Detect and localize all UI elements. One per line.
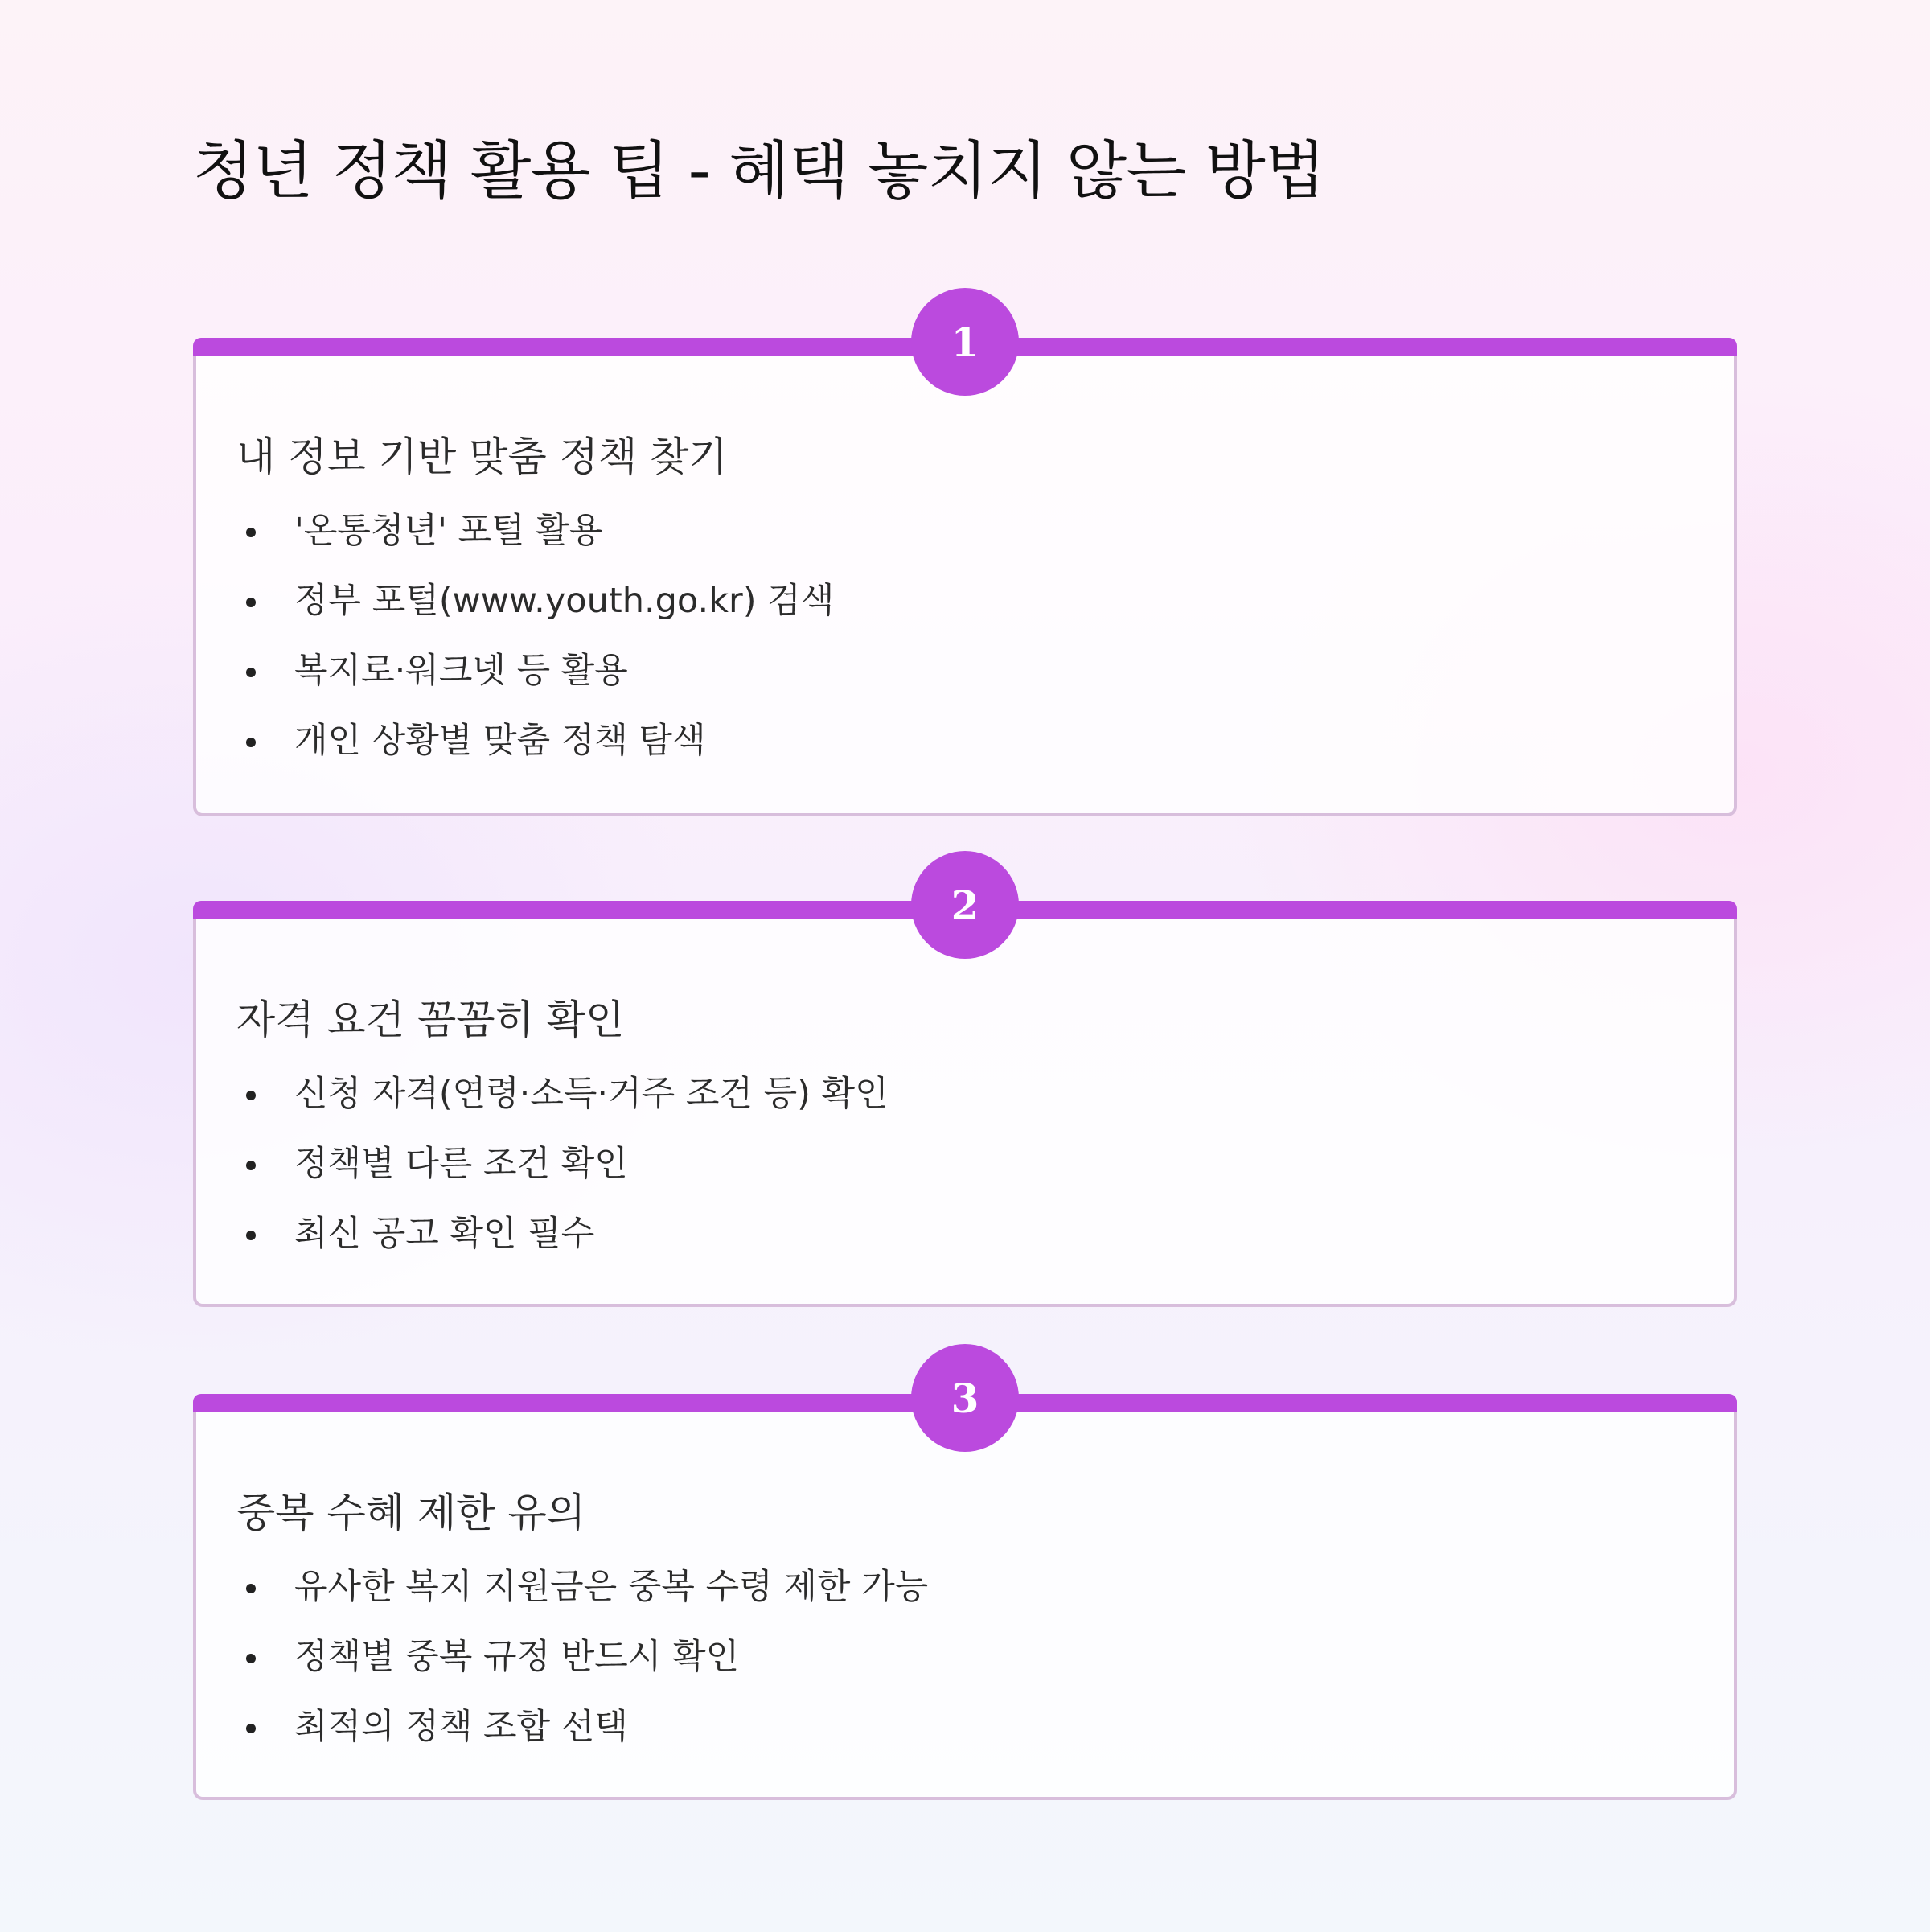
list-item (236, 1703, 928, 1773)
list-item (236, 1210, 889, 1280)
list-item (236, 717, 834, 787)
card-heading: 자격 요건 꼼꼼히 확인 (236, 997, 625, 1043)
list-item-text: 유사한 복지 지원금은 중복 수령 제한 가능 (294, 1567, 929, 1607)
card-heading: 중복 수혜 제한 유의 (236, 1490, 586, 1536)
list-item-text: 정책별 중복 규정 반드시 확인 (294, 1637, 740, 1677)
list-item-text: 개인 상황별 맞춤 정책 탐색 (294, 721, 706, 761)
list-item (236, 577, 834, 647)
bullet-dot-icon (246, 1091, 256, 1100)
step-number-badge: 1 (911, 288, 1019, 396)
bullet-dot-icon (246, 1724, 256, 1733)
list-item-text: '온통청년' 포털 활용 (294, 511, 603, 551)
list-item-text: 신청 자격(연령·소득·거주 조건 등) 확인 (294, 1074, 889, 1114)
list-item (236, 1633, 928, 1703)
bullet-dot-icon (246, 528, 256, 537)
list-item-text: 최신 공고 확인 필수 (294, 1214, 595, 1254)
tip-card-2 (193, 881, 1737, 1307)
list-item (236, 507, 834, 577)
page-title: 청년 정책 활용 팁 - 혜택 놓치지 않는 방법 (193, 135, 1325, 208)
list-item-text: 정책별 다른 조건 확인 (294, 1144, 628, 1184)
card-heading: 내 정보 기반 맞춤 정책 찾기 (236, 434, 728, 480)
list-item (236, 1140, 889, 1210)
list-item-text: 복지로·워크넷 등 활용 (294, 651, 628, 691)
list-item (236, 1563, 928, 1633)
bullet-dot-icon (246, 738, 256, 747)
list-item-text: 정부 포털(www.youth.go.kr) 검색 (294, 581, 835, 621)
list-item (236, 647, 834, 717)
bullet-dot-icon (246, 1584, 256, 1593)
bullet-dot-icon (246, 1654, 256, 1663)
bullet-dot-icon (246, 1231, 256, 1240)
tip-card-1 (193, 318, 1737, 816)
card-item-list (236, 507, 834, 787)
bullet-dot-icon (246, 598, 256, 607)
bullet-dot-icon (246, 668, 256, 677)
list-item-text: 최적의 정책 조합 선택 (294, 1707, 628, 1747)
bullet-dot-icon (246, 1161, 256, 1170)
step-number-badge: 2 (911, 851, 1019, 959)
card-item-list (236, 1563, 928, 1773)
list-item (236, 1070, 889, 1140)
step-number-badge: 3 (911, 1344, 1019, 1452)
tip-card-3 (193, 1374, 1737, 1800)
card-item-list (236, 1070, 889, 1280)
